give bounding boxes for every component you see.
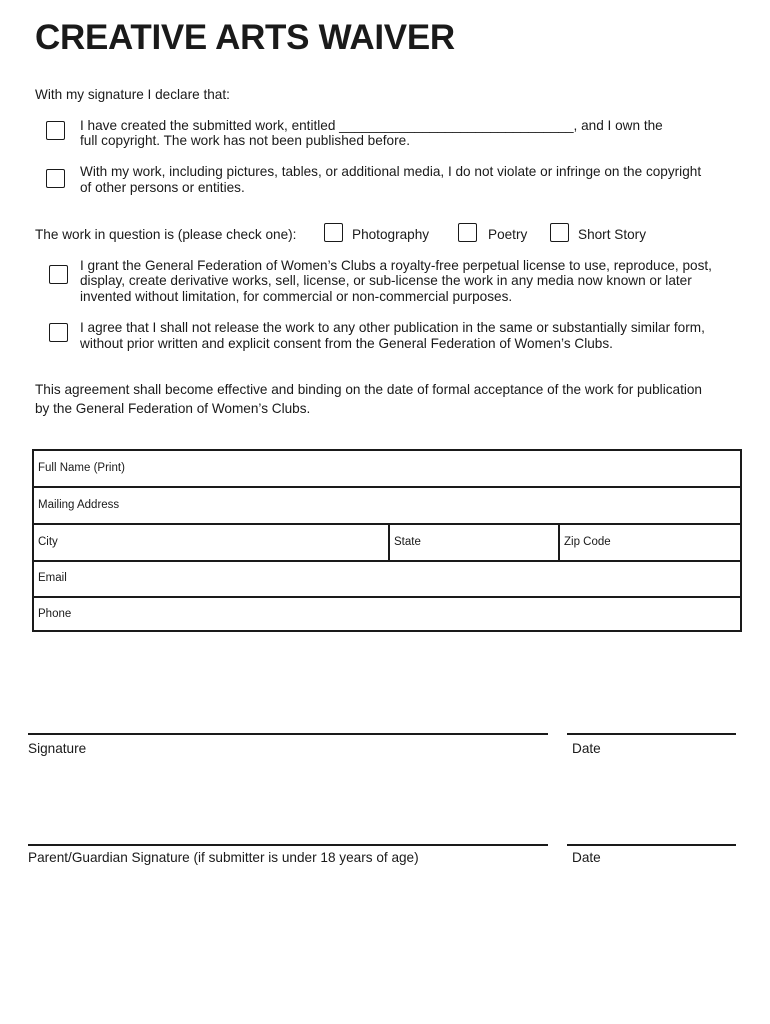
option-short-story-label: Short Story — [578, 227, 646, 242]
city-state-zip-row — [34, 525, 740, 562]
guardian-date-line[interactable] — [567, 844, 736, 846]
checkbox-license[interactable] — [49, 265, 68, 284]
full-name-label: Full Name (Print) — [38, 462, 125, 474]
contact-form-table — [32, 449, 742, 632]
phone-field[interactable] — [34, 598, 740, 632]
guardian-signature-line[interactable] — [28, 844, 548, 846]
intro-text: With my signature I declare that: — [35, 87, 230, 102]
state-field[interactable] — [390, 525, 560, 560]
release-line1: I agree that I shall not release the work to any other publication in the same or substantially similar form, — [80, 320, 705, 335]
mailing-address-label: Mailing Address — [38, 499, 120, 511]
state-label: State — [394, 536, 421, 548]
checkbox-created-work[interactable] — [46, 121, 65, 140]
signature-line[interactable] — [28, 733, 548, 735]
agreement-line1: This agreement shall become effective and binding on the date of formal acceptance of the work for publication — [35, 382, 702, 397]
release-line2: without prior written and explicit consent from the General Federation of Women’s Clubs. — [80, 336, 613, 351]
license-line1: I grant the General Federation of Women’s Clubs a royalty-free perpetual license to use, reproduce, post, — [80, 258, 712, 273]
email-label: Email — [38, 572, 67, 584]
license-line3: invented without limitation, for commercial or non-commercial purposes. — [80, 289, 513, 304]
work-type-prompt: The work in question is (please check one): — [35, 227, 297, 242]
date-label: Date — [572, 741, 601, 756]
guardian-signature-label: Parent/Guardian Signature (if submitter is under 18 years of age) — [28, 850, 419, 865]
created-work-line2: full copyright. The work has not been published before. — [80, 133, 410, 148]
date-line[interactable] — [567, 733, 736, 735]
full-name-field[interactable] — [34, 451, 740, 488]
created-work-line1: I have created the submitted work, entitled _______________________________, and I own the — [80, 118, 663, 133]
checkbox-short-story[interactable] — [550, 223, 569, 242]
mailing-address-field[interactable] — [34, 488, 740, 525]
checkbox-poetry[interactable] — [458, 223, 477, 242]
option-photography-label: Photography — [352, 227, 430, 242]
page-title: CREATIVE ARTS WAIVER — [35, 18, 455, 57]
phone-label: Phone — [38, 608, 72, 620]
city-field[interactable] — [34, 525, 390, 560]
checkbox-release[interactable] — [49, 323, 68, 342]
agreement-line2: by the General Federation of Women’s Clubs. — [35, 401, 311, 416]
checkbox-photography[interactable] — [324, 223, 343, 242]
guardian-date-label: Date — [572, 850, 601, 865]
no-infringe-line1: With my work, including pictures, tables, or additional media, I do not violate or infringe on the copyright — [80, 164, 702, 179]
checkbox-no-infringe[interactable] — [46, 169, 65, 188]
license-line2: display, create derivative works, sell, license, or sub-license the work in any media now known or later — [80, 273, 692, 288]
city-label: City — [38, 536, 58, 548]
zip-field[interactable] — [560, 525, 740, 560]
zip-label: Zip Code — [564, 536, 611, 548]
option-poetry-label: Poetry — [488, 227, 528, 242]
email-field[interactable] — [34, 562, 740, 598]
no-infringe-line2: of other persons or entities. — [80, 180, 245, 195]
signature-label: Signature — [28, 741, 87, 756]
